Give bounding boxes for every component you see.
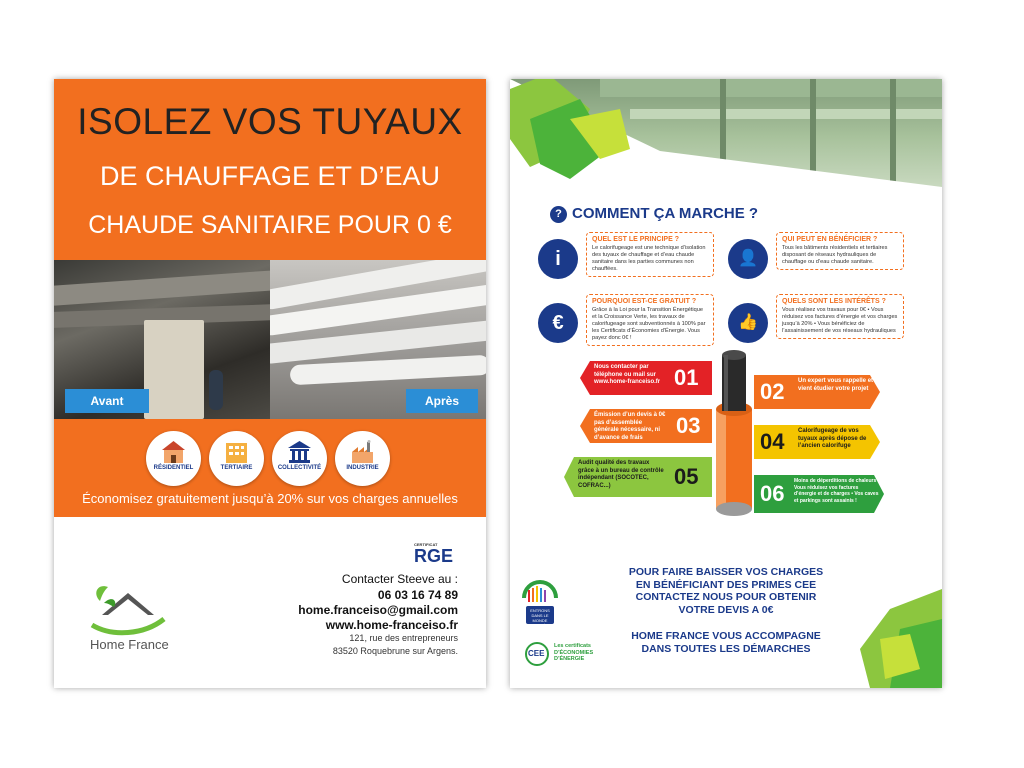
qa-beneficiaries: QUI PEUT EN BÉNÉFICIER ? Tous les bâtiments résidentiels et tertiaires disposant de réseaux hydrauliques de chauffage ou d’eau chaude sanitaire. [776,232,904,270]
cta-accompaniment: HOME FRANCE VOUS ACCOMPAGNE DANS TOUTES LES DÉMARCHES [631,630,821,655]
headline-line1: ISOLEZ VOS TUYAUX [77,101,463,142]
contact-address-street: 121, rue des entrepreneurs [349,633,458,643]
info-icon: i [538,239,578,279]
contact-email[interactable]: home.franceiso@gmail.com [298,603,458,617]
before-label: Avant [65,389,149,413]
qa-benefits: QUELS SONT LES INTÉRÊTS ? Vous réalisez vos travaux pour 0€ • Vous réduisez vos factures d’énergie et vos charges jusqu’à 20% • Vous bénéficiez de l’assainissement de vos réseaux hydrauliques [776,294,904,339]
category-label: COLLECTIVITÉ [277,465,322,471]
insulated-pipe-illustration [712,349,756,524]
user-check-icon: 👤 [728,239,768,279]
step-05: Audit qualité des travaux grâce à un bureau de contrôle indépendant (SOCOTEC, COFRAC...) 05 [564,457,712,497]
left-flyer [54,79,486,688]
cee-text: Les certificats D’ÉCONOMIES D’ÉNERGIE [554,643,594,662]
category-industry [335,431,390,486]
qa-why-free: POURQUOI EST-CE GRATUIT ? Grâce à la Loi pour la Transition Énergétique et la Croissance Verte, les travaux de calorifugeage sont subventionnés à 100% par les Certificats d’Économies d’Énergie. Vous payez donc 0€ ! [586,294,714,346]
renewal-badge-text: ENTRONS DANS LE MONDE D’APRÈS [530,608,550,628]
category-tertiary [209,431,264,486]
qa-principle: QUEL EST LE PRINCIPE ? Le calorifugeage est une technique d’isolation des tuyaux de chauffage et d’eau chaude sanitaire dans les parties communes non chauffées. [586,232,714,277]
pipes-hero-image [510,79,942,209]
cta-primes-cee: POUR FAIRE BAISSER VOS CHARGES EN BÉNÉFICIANT DES PRIMES CEE CONTACTEZ NOUS POUR OBTENIR VOTRE DEVIS A 0€ [628,566,824,616]
category-label: RÉSIDENTIEL [153,465,194,471]
euro-icon: € [538,303,578,343]
category-community [272,431,327,486]
home-france-logo [88,581,188,653]
thumbs-up-icon: 👍 [728,303,768,343]
factory-icon [349,440,376,464]
step-03: Émission d’un devis à 0€ pas d’assemblée générale nécessaire, ni d’avance de frais 03 [580,409,712,443]
headline-line2: DE CHAUFFAGE ET D’EAU [99,161,441,191]
right-flyer [510,79,942,688]
house-roof-logo-icon [88,581,188,639]
contact-address-city: 83520 Roquebrune sur Argens. [332,646,458,656]
office-building-icon [223,440,250,464]
cee-label: CEE [528,649,545,658]
cee-logo [524,641,614,667]
contact-intro: Contacter Steeve au : [341,572,458,586]
question-icon: ? [550,206,567,223]
headline-line3: CHAUDE SANITAIRE POUR 0 € [88,211,452,239]
step-04: 04 Calorifugeage de vos tuyaux après dépose de l’ancien calorifuge [754,425,880,459]
house-icon [160,440,187,464]
rge-label: RGE [414,546,454,566]
public-building-icon [286,440,313,464]
category-label: INDUSTRIE [346,465,379,471]
section-title: COMMENT ÇA MARCHE ? [572,205,759,222]
contact-website[interactable]: www.home-franceiso.fr [325,618,458,632]
pipes-illustration [510,79,942,209]
step-01: Nous contacter par téléphone ou mail sur www.home-franceiso.fr 01 [580,361,712,395]
corner-leaf-decoration [860,589,942,688]
rge-badge: CERTIFICAT RGE [414,542,464,570]
step-06: 06 Moins de déperditions de chaleurs • Vous réduisez vos factures d’énergie et de charges • Vos caves et parkings sont assainis ! [754,475,884,513]
category-residential [146,431,201,486]
category-label: TERTIAIRE [220,465,253,471]
savings-text: Économisez gratuitement jusqu’à 20% sur vos charges annuelles [82,491,458,506]
logo-text: Home France [90,637,169,652]
step-02: 02 Un expert vous rappelle et vient étudier votre projet [754,375,880,409]
after-label: Après [406,389,478,413]
contact-phone[interactable]: 06 03 16 74 89 [377,588,458,602]
